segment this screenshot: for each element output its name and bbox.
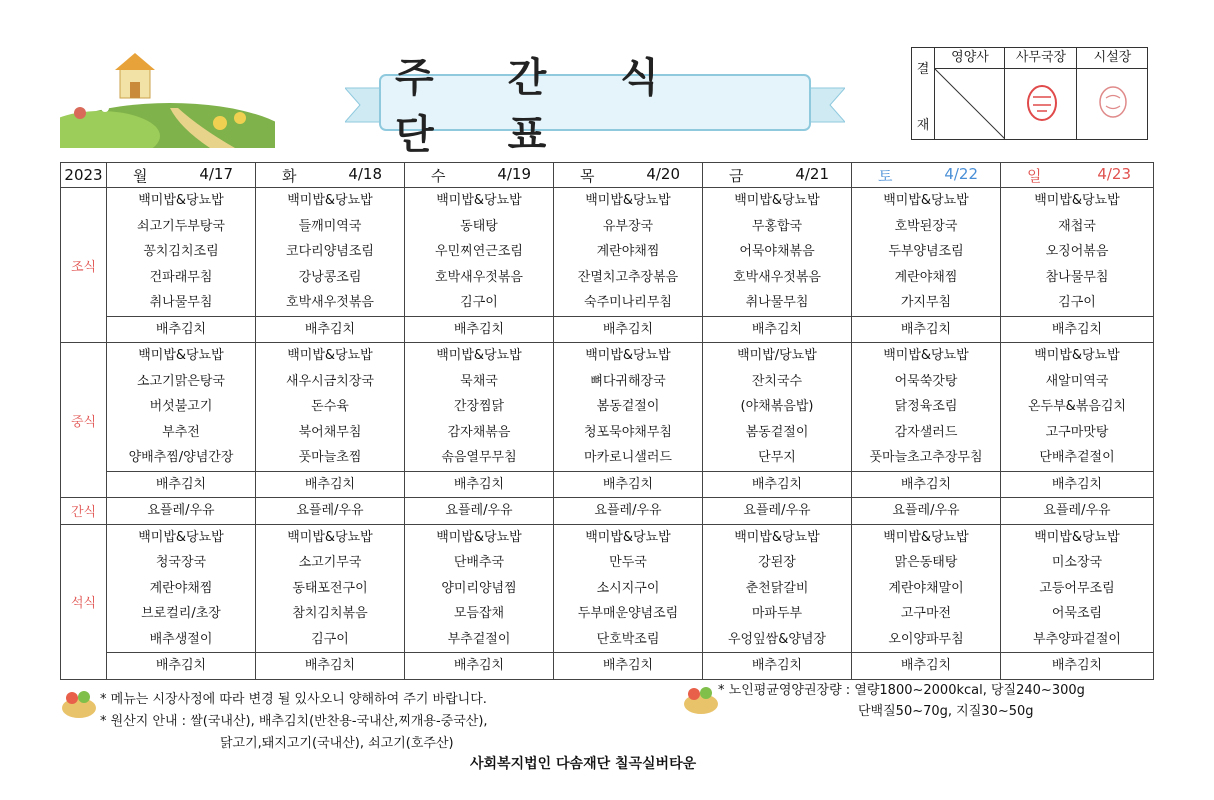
menu-item: 꽁치김치조림 [143, 244, 219, 259]
menu-item: 백미밥&당뇨밥 [734, 193, 820, 208]
menu-cell [852, 524, 1001, 679]
menu-item: 뼈다귀해장국 [590, 373, 666, 389]
menu-cell [405, 524, 554, 679]
menu-item: 감자채볶음 [447, 424, 511, 440]
menu-item: 배추김치 [256, 652, 404, 679]
menu-item: 요플레/우유 [147, 503, 215, 518]
menu-item: 미소장국 [1051, 555, 1103, 570]
menu-cell [703, 498, 852, 525]
menu-item: 취나물무침 [745, 295, 809, 310]
menu-item: 소시지구이 [596, 580, 660, 596]
menu-item: 참치김치볶음 [292, 606, 368, 621]
menu-item: 두부양념조림 [888, 244, 964, 259]
menu-item: 부추전 [162, 424, 200, 440]
menu-item: 맑은동태탕 [894, 555, 958, 570]
menu-item: 배추김치 [703, 471, 851, 498]
menu-item: 백미밥&당뇨밥 [287, 529, 373, 545]
menu-cell [554, 188, 703, 343]
menu-item: 두부매운양념조림 [577, 606, 679, 621]
menu-item: 백미밥&당뇨밥 [138, 193, 224, 208]
weekly-menu-table [60, 162, 1154, 680]
menu-item: 배추김치 [107, 652, 255, 679]
approval-column [1076, 48, 1148, 139]
menu-item: 동태포전구이 [292, 580, 368, 596]
menu-item: 배추김치 [703, 652, 851, 679]
menu-item: 어묵조림 [1051, 606, 1103, 621]
meal-label: 간식 [61, 498, 107, 525]
menu-item: 어묵야채볶음 [739, 244, 815, 259]
menu-item: 모듬잡채 [453, 606, 505, 621]
menu-item: 봄동겉절이 [745, 424, 809, 440]
hill-house-illustration [60, 48, 275, 148]
menu-item: 돈수육 [311, 399, 349, 414]
menu-item: 어묵쑥갓탕 [894, 373, 958, 389]
nutrition-note-2: 단백질50~70g, 지질30~50g [858, 704, 1034, 719]
menu-item: 가지무침 [900, 295, 952, 310]
menu-item: 풋마늘초찜 [298, 450, 362, 465]
menu-cell [405, 188, 554, 343]
menu-cell [1001, 188, 1154, 343]
menu-item: 백미밥&당뇨밥 [138, 529, 224, 545]
notice-origin: * 원산지 안내 : 쌀(국내산), 배추김치(반찬용-국내산,찌개용-중국산), [100, 714, 488, 729]
menu-item: 닭정육조림 [894, 399, 958, 414]
menu-item: 호박새우젓볶음 [286, 295, 374, 310]
menu-item: 백미밥&당뇨밥 [585, 348, 671, 363]
menu-item: 건파래무침 [149, 269, 213, 285]
menu-item: 배추김치 [405, 471, 553, 498]
menu-item: 쇠고기두부탕국 [137, 218, 225, 234]
menu-item: 배추김치 [256, 471, 404, 498]
menu-cell [256, 498, 405, 525]
menu-item: 솎음열무무침 [441, 450, 517, 465]
menu-item: 요플레/우유 [594, 503, 662, 518]
approval-role: 시설장 [1077, 48, 1148, 69]
menu-item: 배추김치 [852, 652, 1000, 679]
menu-item: 마파두부 [751, 606, 803, 621]
table-header-row [61, 163, 1154, 188]
menu-item: 무홍합국 [751, 218, 803, 234]
menu-cell [256, 343, 405, 498]
menu-item: 배추김치 [405, 316, 553, 343]
meal-label: 중식 [61, 343, 107, 498]
menu-item: 호박된장국 [894, 218, 958, 234]
day-header-sunday: 일 4/23 [1001, 163, 1154, 188]
menu-item: 백미밥&당뇨밥 [436, 348, 522, 363]
approval-role: 영양사 [935, 48, 1005, 69]
year-cell: 2023 [61, 163, 107, 188]
menu-item: 소고기무국 [298, 555, 362, 570]
menu-item: 온두부&볶음김치 [1027, 399, 1127, 414]
menu-item: 백미밥&당뇨밥 [1034, 529, 1120, 545]
menu-cell [1001, 524, 1154, 679]
organization-name: 사회복지법인 다솜재단 칠곡실버타운 [470, 756, 697, 772]
menu-cell [405, 343, 554, 498]
menu-item: 양배추찜/양념간장 [128, 450, 234, 465]
menu-item: 북어채무침 [298, 424, 362, 440]
menu-cell [405, 498, 554, 525]
menu-cell [852, 188, 1001, 343]
menu-item: 백미밥&당뇨밥 [734, 529, 820, 545]
menu-item: 배추김치 [107, 471, 255, 498]
menu-cell [107, 343, 256, 498]
menu-item: 취나물무침 [149, 295, 213, 310]
menu-item: 배추김치 [405, 652, 553, 679]
approval-column [934, 48, 1005, 139]
notice-origin-meat: 닭고기,돼지고기(국내산), 쇠고기(호주산) [220, 736, 454, 751]
menu-item: 백미밥&당뇨밥 [585, 193, 671, 208]
menu-item: 부추양파겉절이 [1033, 631, 1121, 647]
menu-item: 요플레/우유 [296, 503, 364, 518]
menu-item: 백미밥&당뇨밥 [883, 193, 969, 208]
menu-item: 단호박조림 [596, 631, 660, 647]
menu-item: 단배추겉절이 [1039, 450, 1115, 465]
meal-section-row [61, 188, 1154, 343]
menu-item: 김구이 [1058, 295, 1096, 310]
menu-item: 호박새우젓볶음 [435, 269, 523, 285]
menu-item: 잔멸치고추장볶음 [577, 269, 679, 285]
day-header: 금 4/21 [703, 163, 852, 188]
menu-item: 배추김치 [703, 316, 851, 343]
menu-item: 배추김치 [852, 316, 1000, 343]
menu-item: 간장찜닭 [453, 399, 505, 414]
menu-cell [107, 498, 256, 525]
menu-item: 백미밥&당뇨밥 [436, 193, 522, 208]
menu-item: 배추김치 [256, 316, 404, 343]
menu-item: 김구이 [460, 295, 498, 310]
menu-item: 단무지 [758, 450, 796, 465]
menu-item: 백미밥&당뇨밥 [436, 529, 522, 545]
menu-item: 계란야채찜 [596, 244, 660, 259]
day-header: 월 4/17 [107, 163, 256, 188]
menu-cell [554, 498, 703, 525]
menu-item: 배추김치 [554, 471, 702, 498]
menu-item: 백미밥&당뇨밥 [1034, 348, 1120, 363]
menu-cell [554, 343, 703, 498]
menu-cell [852, 498, 1001, 525]
menu-item: 만두국 [609, 555, 647, 570]
meal-section-row [61, 343, 1154, 498]
menu-item: 고구마전 [900, 606, 952, 621]
menu-item: 강낭콩조림 [298, 269, 362, 285]
basket-icon [682, 682, 720, 716]
menu-item: 백미밥&당뇨밥 [138, 348, 224, 363]
menu-item: 오이양파무침 [888, 631, 964, 647]
menu-item: 참나물무침 [1045, 269, 1109, 285]
notice-menu-change: * 메뉴는 시장사정에 따라 변경 될 있사오니 양해하여 주기 바랍니다. [100, 692, 487, 707]
menu-cell [703, 188, 852, 343]
menu-item: 버섯불고기 [149, 399, 213, 414]
menu-item: 계란야채말이 [888, 580, 964, 596]
menu-cell [256, 188, 405, 343]
menu-item: 배추김치 [852, 471, 1000, 498]
menu-cell [554, 524, 703, 679]
menu-cell [703, 524, 852, 679]
menu-item: 백미밥&당뇨밥 [287, 348, 373, 363]
menu-cell [703, 343, 852, 498]
basket-icon [60, 686, 98, 720]
menu-item: 배추김치 [1001, 652, 1153, 679]
menu-item: 계란야채찜 [894, 269, 958, 285]
menu-item: 새우시금치장국 [286, 373, 374, 389]
menu-item: 들깨미역국 [298, 218, 362, 234]
menu-item: 계란야채찜 [149, 580, 213, 596]
menu-item: 요플레/우유 [743, 503, 811, 518]
menu-cell [107, 524, 256, 679]
page-title: 주 간 식 단 표 [395, 54, 689, 158]
menu-item: 청포묵야채무침 [584, 424, 672, 440]
seal-stamp-icon [1025, 83, 1059, 123]
menu-cell [1001, 343, 1154, 498]
menu-item: 코다리양념조림 [286, 244, 374, 259]
nutrition-note: * 노인평균영양권장량 : 열량1800~2000kcal, 당질240~300g [718, 683, 1085, 698]
menu-item: 묵채국 [460, 373, 498, 389]
menu-item: 배추생절이 [149, 631, 213, 647]
day-header: 수 4/19 [405, 163, 554, 188]
day-header: 목 4/20 [554, 163, 703, 188]
diagonal-slash-icon [935, 69, 1005, 139]
menu-item: 청국장국 [155, 555, 207, 570]
menu-item: 강된장 [758, 555, 796, 570]
menu-cell [256, 524, 405, 679]
menu-item: 백미밥&당뇨밥 [883, 529, 969, 545]
menu-item: 단배추국 [453, 555, 505, 570]
approval-box [911, 47, 1148, 140]
meal-section-row [61, 524, 1154, 679]
menu-item: 마카로니샐러드 [584, 450, 672, 465]
menu-item: 우엉잎쌈&양념장 [727, 631, 827, 647]
menu-item: 숙주미나리무침 [584, 295, 672, 310]
menu-item: 동태탕 [460, 218, 498, 234]
approval-label-top: 결 [916, 62, 930, 77]
menu-item: 배추김치 [1001, 316, 1153, 343]
approval-label-bottom: 재 [916, 118, 930, 133]
menu-item: 소고기맑은탕국 [137, 373, 225, 389]
day-header-saturday: 토 4/22 [852, 163, 1001, 188]
meal-label: 조식 [61, 188, 107, 343]
menu-item: 배추김치 [554, 652, 702, 679]
menu-item: 요플레/우유 [892, 503, 960, 518]
menu-item: 오징어볶음 [1045, 244, 1109, 259]
menu-cell [107, 188, 256, 343]
menu-item: 호박새우젓볶음 [733, 269, 821, 285]
meal-label: 석식 [61, 524, 107, 679]
menu-item: 잔치국수 [751, 373, 803, 389]
menu-item: 백미밥&당뇨밥 [585, 529, 671, 545]
menu-item: 배추김치 [1001, 471, 1153, 498]
menu-item: 배추김치 [554, 316, 702, 343]
menu-item: 감자샐러드 [894, 424, 958, 440]
approval-column [1004, 48, 1077, 139]
menu-item: 백미밥/당뇨밥 [737, 348, 817, 363]
menu-item: 요플레/우유 [445, 503, 513, 518]
menu-item: 양미리양념찜 [441, 580, 517, 596]
menu-item: 봄동겉절이 [596, 399, 660, 414]
menu-item: 풋마늘초고추장무침 [869, 450, 983, 465]
menu-item: 백미밥&당뇨밥 [287, 193, 373, 208]
menu-item: 춘천닭갈비 [745, 580, 809, 596]
menu-item: 김구이 [311, 631, 349, 647]
menu-item: 새알미역국 [1045, 373, 1109, 389]
menu-item: 백미밥&당뇨밥 [883, 348, 969, 363]
menu-item: 고등어무조림 [1039, 580, 1115, 596]
menu-item: 고구마맛탕 [1045, 424, 1109, 440]
menu-item: 부추겉절이 [447, 631, 511, 647]
approval-role: 사무국장 [1005, 48, 1077, 69]
meal-section-row [61, 498, 1154, 525]
seal-stamp-icon [1097, 84, 1129, 120]
menu-cell [852, 343, 1001, 498]
menu-item: 재첩국 [1058, 218, 1096, 234]
menu-item: 브로컬리/초장 [141, 606, 221, 621]
menu-item: 요플레/우유 [1043, 503, 1111, 518]
menu-item: (야채볶음밥) [740, 399, 814, 414]
menu-item: 유부장국 [602, 218, 654, 234]
menu-item: 백미밥&당뇨밥 [1034, 193, 1120, 208]
menu-cell [1001, 498, 1154, 525]
day-header: 화 4/18 [256, 163, 405, 188]
menu-item: 우민찌연근조림 [435, 244, 523, 259]
menu-item: 배추김치 [107, 316, 255, 343]
